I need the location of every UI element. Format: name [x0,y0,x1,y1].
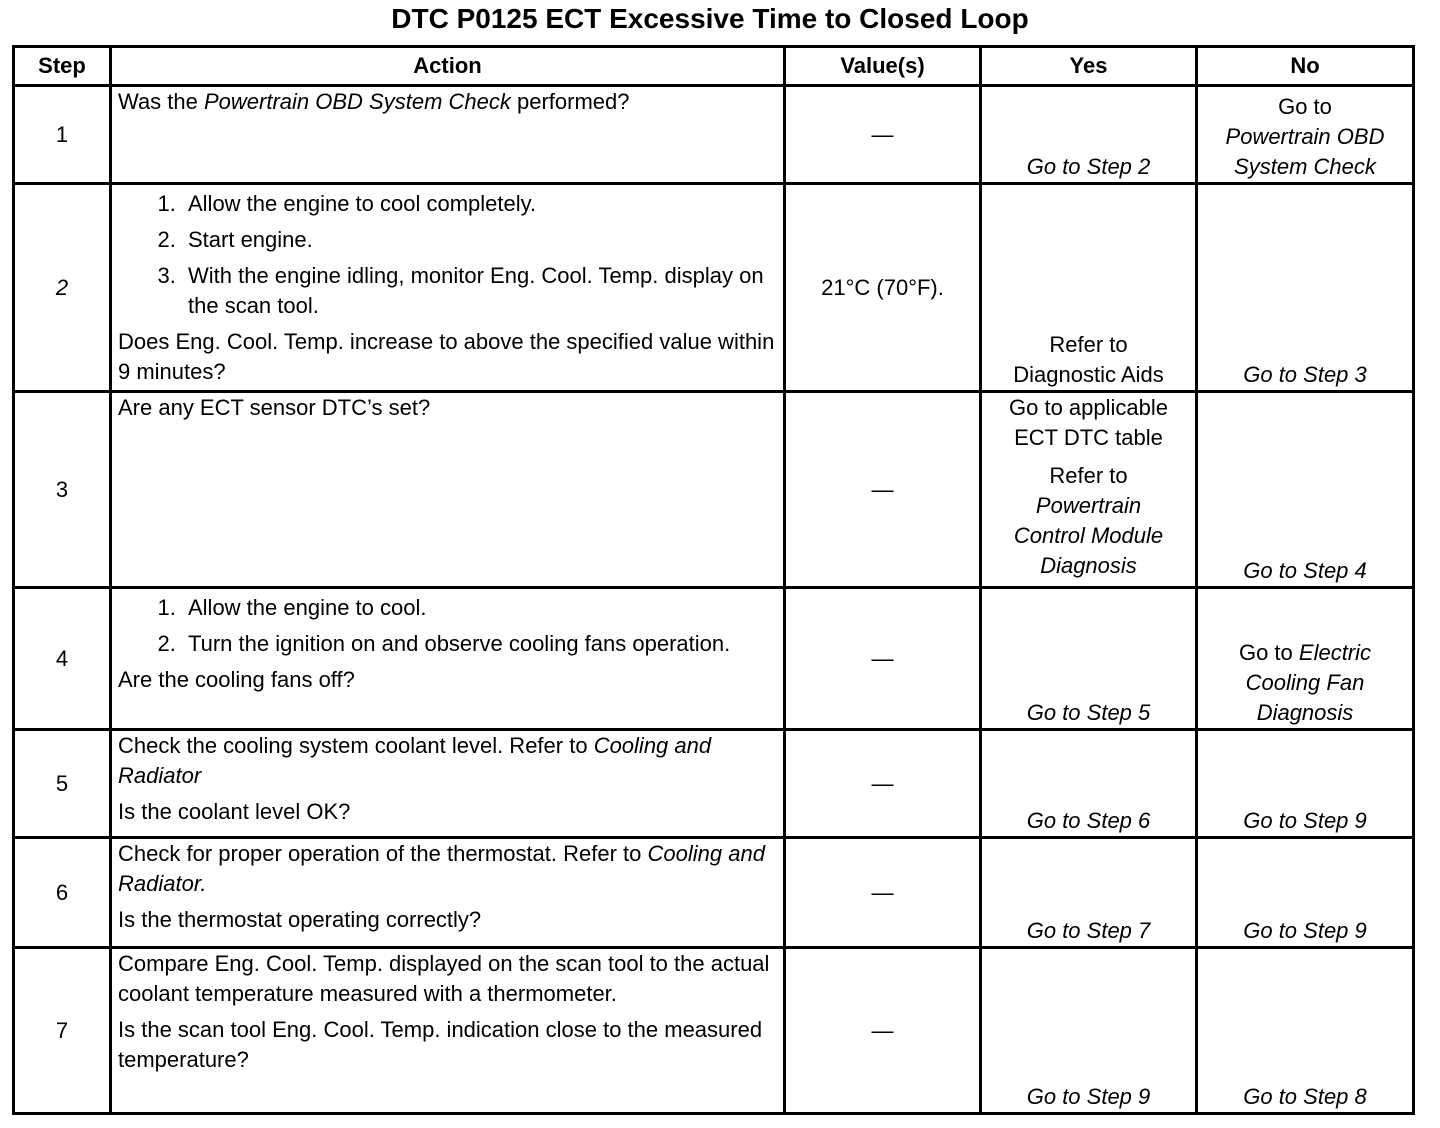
header-step: Step [14,47,111,86]
value-cell: — [785,948,981,1114]
list-item: 2. Turn the ignition on and observe cooling fans operation. [182,629,777,659]
table-row [14,588,1414,730]
value-cell: — [785,588,981,730]
action-question: Are the cooling fans off? [118,667,355,692]
step-number: 1 [14,86,111,184]
action-question: Is the coolant level OK? [118,799,351,824]
action-cell [111,184,785,392]
value-cell: — [785,86,981,184]
table-row [14,392,1414,588]
step-number: 4 [14,588,111,730]
value-cell: — [785,392,981,588]
no-cell: Go to Step 9 [1197,838,1414,948]
no-cell: Go to Step 3 [1197,184,1414,392]
yes-cell: Go to Step 7 [981,838,1197,948]
reference-link: Control Module [1013,523,1164,548]
table-row [14,184,1414,392]
list-item: 2. Start engine. [182,225,777,255]
value-cell: — [785,730,981,838]
list-item: 3. With the engine idling, monitor Eng. Cool. Temp. display on the scan tool. [182,261,777,321]
action-question: Is the scan tool Eng. Cool. Temp. indication close to the measured temperature? [118,1017,763,1072]
table-row [14,86,1414,184]
action-cell: Compare Eng. Cool. Temp. displayed on the scan tool to the actual coolant temperature measured with a thermometer. Is the scan tool Eng. Cool. Temp. indication close to the measured temperature? [111,948,785,1114]
action-steps-list [118,593,777,659]
reference-link: Cooling and Radiator. [118,841,765,896]
action-question: Is the thermostat operating correctly? [118,907,482,932]
no-cell: Go to Step 9 [1197,730,1414,838]
step-number: 6 [14,838,111,948]
action-cell: Are any ECT sensor DTC’s set? [111,392,785,588]
action-question: Does Eng. Cool. Temp. increase to above the specified value within 9 minutes? [118,329,775,384]
yes-cell: Go to Step 6 [981,730,1197,838]
header-no: No [1197,47,1414,86]
no-cell: Go to Step 8 [1197,948,1414,1114]
yes-cell: Refer to Diagnostic Aids [981,184,1197,392]
action-cell [111,588,785,730]
no-cell: Go to Electric Cooling Fan Diagnosis [1197,588,1414,730]
reference-link: Diagnosis [1040,553,1137,578]
table-row [14,730,1414,838]
step-number: 3 [14,392,111,588]
value-cell: 21°C (70°F). [785,184,981,392]
step-number: 7 [14,948,111,1114]
no-cell: Go to Powertrain OBD System Check [1197,86,1414,184]
list-item: 1. Allow the engine to cool. [182,593,777,623]
yes-cell: Go to Step 2 [981,86,1197,184]
table-row [14,838,1414,948]
header-values: Value(s) [785,47,981,86]
table-header-row [14,47,1414,86]
yes-cell: Go to applicable ECT DTC table Refer to Powertrain Control Module Diagnosis [981,392,1197,588]
action-cell: Was the Powertrain OBD System Check performed? [111,86,785,184]
yes-cell: Go to Step 9 [981,948,1197,1114]
action-cell: Check the cooling system coolant level. Refer to Cooling and Radiator Is the coolant level OK? [111,730,785,838]
action-cell: Check for proper operation of the thermostat. Refer to Cooling and Radiator. Is the thermostat operating correctly? [111,838,785,948]
header-yes: Yes [981,47,1197,86]
action-steps-list [118,189,777,321]
page-title: DTC P0125 ECT Excessive Time to Closed Loop [391,3,1029,34]
reference-link: Cooling and Radiator [118,733,712,788]
header-action: Action [111,47,785,86]
step-number: 2 [14,184,111,392]
list-item: 1. Allow the engine to cool completely. [182,189,777,219]
diagnostic-table [12,45,1415,1115]
value-cell: — [785,838,981,948]
reference-link: Powertrain [1035,493,1142,518]
no-cell: Go to Step 4 [1197,392,1414,588]
step-number: 5 [14,730,111,838]
reference-link: Powertrain OBD System Check [204,89,511,114]
table-row [14,948,1414,1114]
yes-cell: Go to Step 5 [981,588,1197,730]
